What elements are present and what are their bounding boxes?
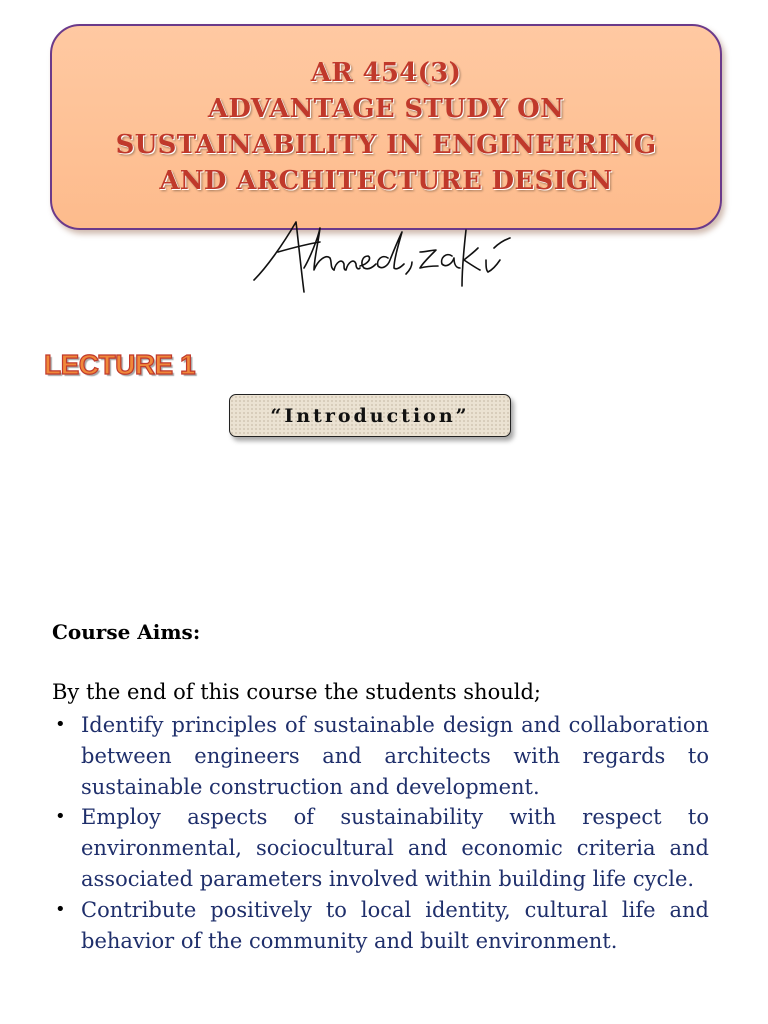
introduction-title: “Introduction” [270,404,470,427]
course-title-box [50,24,722,230]
bullet-icon: • [55,806,66,828]
signature [248,208,518,298]
list-item [52,895,709,957]
aim-text: Employ aspects of sustainability with respect to environmental, sociocultural and economic criteria and associated parameters involved within building life cycle. [81,805,709,891]
lecture-label: LECTURE 1 [44,349,196,380]
list-item [52,802,709,894]
aim-text: Contribute positively to local identity, cultural life and behavior of the community and built environment. [81,897,709,953]
list-item [52,710,709,802]
course-title-line-3: AND ARCHITECTURE DESIGN [159,166,613,196]
bullet-icon: • [55,898,66,920]
course-code: AR 454(3) [310,58,462,88]
aim-text: Identify principles of sustainable design and collaboration between engineers and architects with regards to sustainable construction and development. [81,713,709,799]
course-aims-heading: Course Aims: [52,620,201,644]
course-aims-list [52,710,709,956]
course-title-line-1: ADVANTAGE STUDY ON [207,94,565,124]
course-aims-intro: By the end of this course the students should; [52,680,541,704]
introduction-box [229,394,511,437]
bullet-icon: • [55,714,66,735]
course-title-line-2: SUSTAINABILITY IN ENGINEERING [115,130,657,160]
